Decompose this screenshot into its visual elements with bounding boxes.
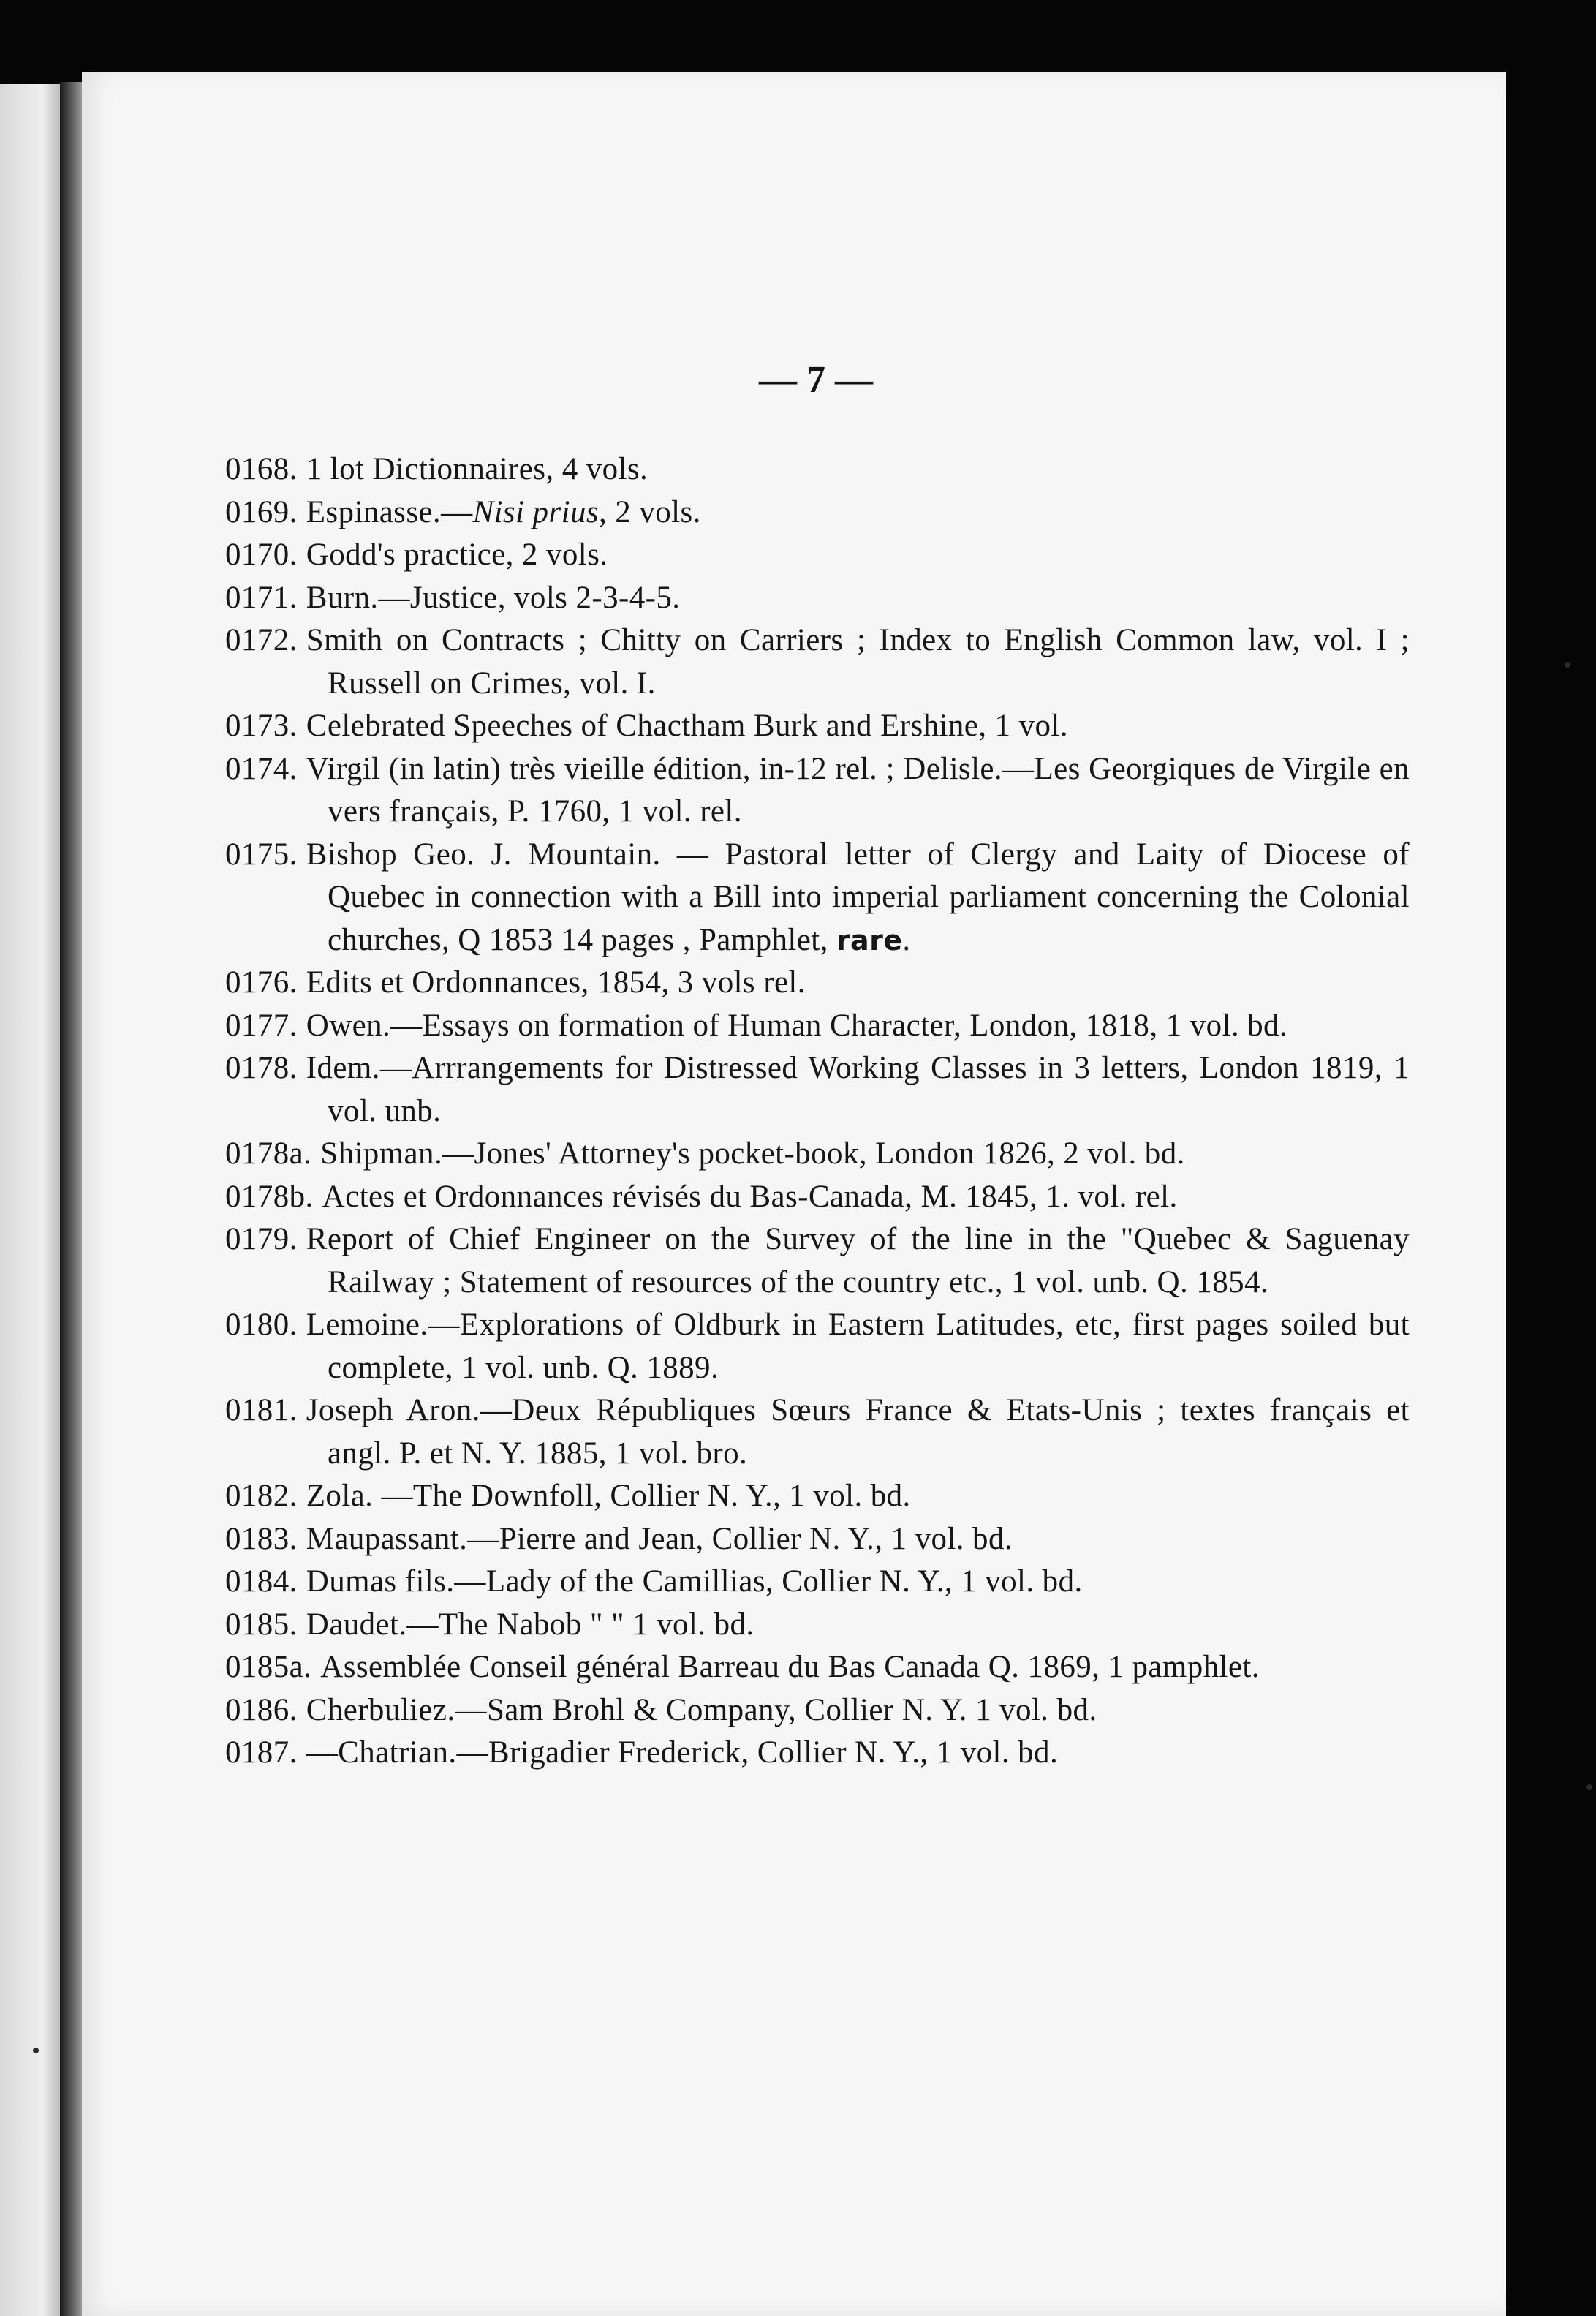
entry-text: Bishop Geo. J. Mountain. — Pastoral letter of Clergy and Laity of Diocese of Quebec in connection with a Bill into imperial parliament concerning the Colonial churches, Q 1853 14 pages , Pamphlet,	[306, 837, 1410, 957]
catalogue-entry	[225, 1518, 1410, 1561]
catalogue-entry	[225, 1176, 1410, 1219]
catalogue-entry	[225, 1133, 1410, 1176]
entry-text: Virgil (in latin) très vieille édition, in-12 rel. ; Delisle.—Les Georgiques de Virgile en vers français, P. 1760, 1 vol. rel.	[306, 751, 1410, 829]
entry-text: Report of Chief Engineer on the Survey of the line in the "Quebec & Saguenay Railway ; Statement of resources of the country etc., 1 vol. unb. Q. 1854.	[306, 1222, 1410, 1300]
catalogue-entry	[225, 834, 1410, 962]
catalogue-entry	[225, 1304, 1410, 1389]
catalogue-entry	[225, 1646, 1410, 1689]
catalogue-entry	[225, 491, 1410, 535]
entry-number: 0182.	[225, 1479, 298, 1513]
catalogue-entry	[225, 1732, 1410, 1775]
entry-number: 0187.	[225, 1735, 298, 1770]
entry-text: Idem.—Arrrangements for Distressed Working Classes in 3 letters, London 1819, 1 vol. unb.	[306, 1051, 1410, 1128]
entry-text: Smith on Contracts ; Chitty on Carriers ; Index to English Common law, vol. I ; Russell on Crimes, vol. I.	[306, 623, 1410, 701]
rare-marker: rare	[836, 924, 903, 957]
entry-italic-title: Nisi prius	[472, 494, 599, 529]
entry-text: Celebrated Speeches of Chactham Burk and Ershine, 1 vol.	[306, 709, 1068, 743]
page-number: — 7 —	[759, 359, 873, 401]
scan-speck	[1586, 1784, 1592, 1790]
entry-text: Espinasse.—	[306, 494, 473, 529]
catalogue-entry	[225, 962, 1410, 1005]
scan-speck	[1565, 662, 1570, 668]
entry-text: Lemoine.—Explorations of Oldburk in Eastern Latitudes, etc, first pages soiled but complete, 1 vol. unb. Q. 1889.	[306, 1308, 1410, 1385]
entry-number: 0185a.	[225, 1650, 312, 1684]
entry-text: , 2 vols.	[598, 494, 701, 529]
entry-number: 0184.	[225, 1564, 298, 1599]
catalogue-entry	[225, 1005, 1410, 1048]
catalogue-entry	[225, 748, 1410, 834]
catalogue-entries	[225, 448, 1410, 1775]
catalogue-entry	[225, 1561, 1410, 1604]
catalogue-entry	[225, 1389, 1410, 1475]
entry-text: Cherbuliez.—Sam Brohl & Company, Collier N. Y. 1 vol. bd.	[306, 1692, 1097, 1727]
catalogue-entry	[225, 619, 1410, 705]
catalogue-entry	[225, 1604, 1410, 1647]
entry-text: Godd's practice, 2 vols.	[306, 537, 608, 572]
book-gutter	[60, 82, 82, 2316]
scan-speck	[33, 2048, 39, 2053]
entry-number: 0178a.	[225, 1136, 312, 1171]
catalogue-entry	[225, 705, 1410, 748]
entry-number: 0172.	[225, 623, 298, 657]
facing-page-edge	[0, 84, 60, 2316]
entry-text: Dumas fils.—Lady of the Camillias, Collier N. Y., 1 vol. bd.	[306, 1564, 1083, 1599]
entry-number: 0168.	[225, 452, 298, 486]
entry-text: Zola. —The Downfoll, Collier N. Y., 1 vol. bd.	[306, 1479, 911, 1513]
entry-number: 0170.	[225, 537, 298, 572]
entry-text: Assemblée Conseil général Barreau du Bas Canada Q. 1869, 1 pamphlet.	[320, 1650, 1260, 1684]
entry-text: Burn.—Justice, vols 2-3-4-5.	[306, 580, 681, 615]
catalogue-entry	[225, 1475, 1410, 1518]
entry-number: 0177.	[225, 1008, 298, 1043]
catalogue-page	[82, 72, 1506, 2316]
entry-text: Daudet.—The Nabob " " 1 vol. bd.	[306, 1607, 754, 1642]
catalogue-entry	[225, 534, 1410, 577]
entry-text: Joseph Aron.—Deux Républiques Sœurs France & Etats-Unis ; textes français et angl. P. et N. Y. 1885, 1 vol. bro.	[306, 1393, 1410, 1471]
entry-text: .	[902, 922, 911, 957]
entry-number: 0174.	[225, 751, 298, 786]
entry-text: 1 lot Dictionnaires, 4 vols.	[306, 452, 648, 486]
catalogue-entry	[225, 1689, 1410, 1732]
entry-number: 0178b.	[225, 1179, 314, 1214]
catalogue-entry	[225, 1047, 1410, 1133]
entry-text: Owen.—Essays on formation of Human Character, London, 1818, 1 vol. bd.	[306, 1008, 1288, 1043]
entry-number: 0181.	[225, 1393, 298, 1427]
entry-number: 0179.	[225, 1222, 298, 1256]
catalogue-entry	[225, 448, 1410, 491]
entry-number: 0175.	[225, 837, 298, 872]
entry-text: Shipman.—Jones' Attorney's pocket-book, London 1826, 2 vol. bd.	[320, 1136, 1185, 1171]
catalogue-entry	[225, 577, 1410, 620]
catalogue-entry	[225, 1218, 1410, 1304]
entry-number: 0169.	[225, 494, 298, 529]
entry-text: Maupassant.—Pierre and Jean, Collier N. Y., 1 vol. bd.	[306, 1521, 1013, 1556]
entry-number: 0173.	[225, 709, 298, 743]
entry-number: 0186.	[225, 1692, 298, 1727]
entry-text: Actes et Ordonnances révisés du Bas-Canada, M. 1845, 1. vol. rel.	[322, 1179, 1178, 1214]
entry-number: 0185.	[225, 1607, 298, 1642]
entry-number: 0176.	[225, 965, 298, 1000]
entry-number: 0178.	[225, 1051, 298, 1085]
entry-text: —Chatrian.—Brigadier Frederick, Collier N. Y., 1 vol. bd.	[306, 1735, 1059, 1770]
entry-text: Edits et Ordonnances, 1854, 3 vols rel.	[306, 965, 806, 1000]
entry-number: 0180.	[225, 1308, 298, 1342]
entry-number: 0183.	[225, 1521, 298, 1556]
entry-number: 0171.	[225, 580, 298, 615]
